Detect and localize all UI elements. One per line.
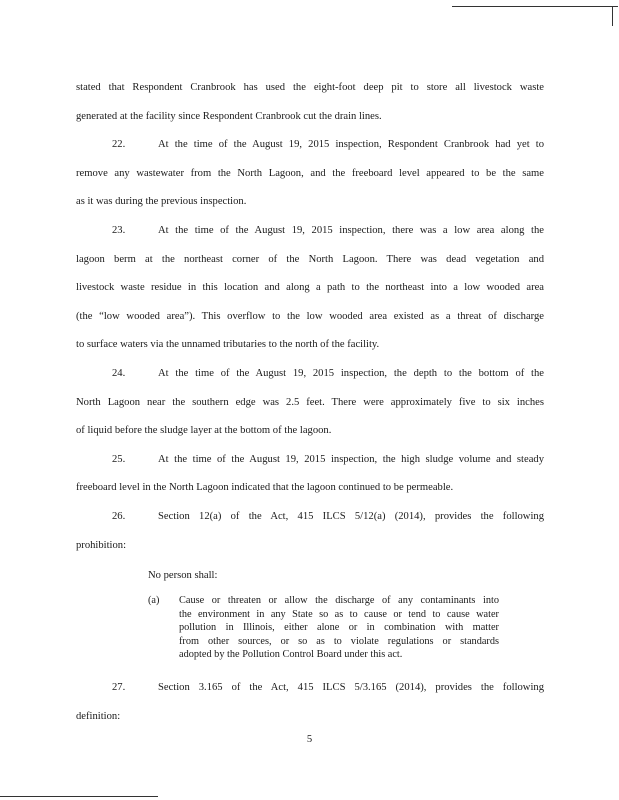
text-line: remove any wastewater from the North Lagoon, and the freeboard level appeared to be the same bbox=[76, 167, 544, 179]
paragraph-number: 22. bbox=[112, 139, 126, 151]
quote-label: (a) bbox=[148, 595, 160, 607]
paragraph-22 bbox=[76, 131, 544, 217]
paragraph-number: 26. bbox=[112, 510, 126, 522]
text-line: Section 3.165 of the Act, 415 ILCS 5/3.165 (2014), provides the following bbox=[158, 682, 544, 694]
scan-edge-right bbox=[612, 6, 613, 26]
paragraph-continued bbox=[76, 74, 544, 131]
text-line: prohibition: bbox=[76, 539, 127, 551]
text-line: livestock waste residue in this location and along a path to the northeast into a low wooded area bbox=[76, 282, 544, 294]
paragraph-number: 24. bbox=[112, 367, 126, 379]
block-quote bbox=[148, 594, 544, 662]
document-body bbox=[76, 74, 544, 731]
quote-text bbox=[179, 594, 499, 662]
text-line: At the time of the August 19, 2015 inspection, there was a low area along the bbox=[158, 224, 544, 236]
quote-line: the environment in any State so as to cause or tend to cause water bbox=[179, 608, 499, 620]
text-line: freeboard level in the North Lagoon indicated that the lagoon continued to be permeable. bbox=[76, 482, 454, 494]
text-line: lagoon berm at the northeast corner of the North Lagoon. There was dead vegetation and bbox=[76, 253, 544, 265]
paragraph-26 bbox=[76, 503, 544, 560]
text-line: Section 12(a) of the Act, 415 ILCS 5/12(a) (2014), provides the following bbox=[158, 510, 544, 522]
text-line: stated that Respondent Cranbrook has used the eight-foot deep pit to store all livestock waste bbox=[76, 82, 544, 93]
quote-line: from other sources, or so as to violate regulations or standards bbox=[179, 635, 499, 647]
text-line: At the time of the August 19, 2015 inspection, Respondent Cranbrook had yet to bbox=[158, 139, 544, 151]
paragraph-25 bbox=[76, 446, 544, 503]
text-line: to surface waters via the unnamed tributaries to the north of the facility. bbox=[76, 339, 380, 351]
paragraph-23 bbox=[76, 217, 544, 360]
text-line: At the time of the August 19, 2015 inspection, the high sludge volume and steady bbox=[158, 453, 544, 465]
text-line: At the time of the August 19, 2015 inspection, the depth to the bottom of the bbox=[158, 367, 544, 379]
text-line: as it was during the previous inspection. bbox=[76, 196, 247, 208]
paragraph-number: 25. bbox=[112, 453, 126, 465]
paragraph-number: 23. bbox=[112, 224, 126, 236]
scan-edge-top bbox=[452, 6, 618, 7]
quote-line: adopted by the Pollution Control Board under this act. bbox=[179, 649, 403, 661]
text-line: North Lagoon near the southern edge was 2.5 feet. There were approximately five to six inches bbox=[76, 396, 544, 408]
quote-line: pollution in Illinois, either alone or in combination with matter bbox=[179, 622, 499, 634]
quote-line: Cause or threaten or allow the discharge of any contaminants into bbox=[179, 595, 499, 607]
text-line: definition: bbox=[76, 710, 121, 722]
paragraph-27 bbox=[76, 674, 544, 731]
text-line: generated at the facility since Respondent Cranbrook cut the drain lines. bbox=[76, 110, 382, 122]
text-line: (the “low wooded area”). This overflow to the low wooded area existed as a threat of discharge bbox=[76, 310, 544, 322]
paragraph-24 bbox=[76, 360, 544, 446]
no-person-shall: No person shall: bbox=[148, 570, 218, 582]
page-number: 5 bbox=[306, 734, 313, 745]
paragraph-number: 27. bbox=[112, 682, 126, 694]
text-line: of liquid before the sludge layer at the bottom of the lagoon. bbox=[76, 425, 332, 437]
scan-edge-bottom bbox=[0, 796, 158, 797]
